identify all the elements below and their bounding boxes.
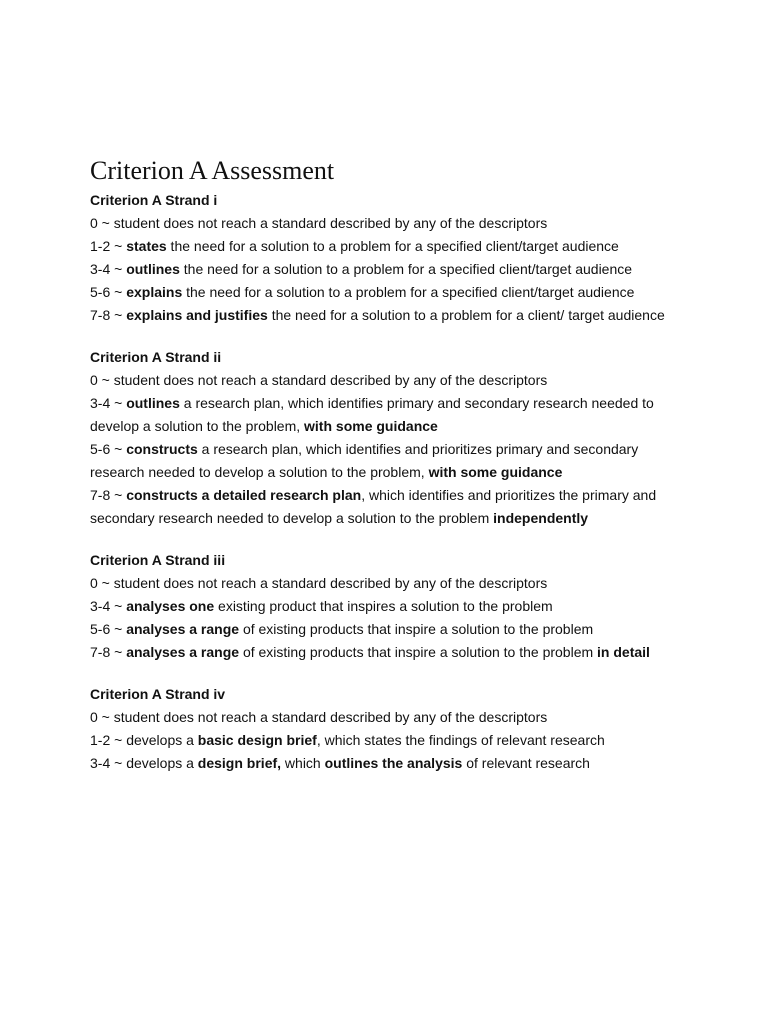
descriptor-line xyxy=(90,618,690,641)
descriptor-text: the need for a solution to a problem for a specified client/target audience xyxy=(179,261,633,277)
descriptor-text: 3-4 ~ develops a xyxy=(90,755,198,771)
descriptor-keyword: outlines the analysis xyxy=(324,755,463,771)
descriptor-line xyxy=(90,369,690,392)
descriptor-text: of relevant research xyxy=(462,755,590,771)
descriptor-keyword: constructs a detailed research plan xyxy=(126,487,362,503)
descriptor-keyword: independently xyxy=(493,510,589,526)
descriptor-line xyxy=(90,752,690,775)
descriptor-line xyxy=(90,281,690,304)
descriptor-line xyxy=(90,392,690,438)
descriptor-text: of existing products that inspire a solution to the problem xyxy=(239,644,598,660)
strand-heading: Criterion A Strand iv xyxy=(90,686,226,702)
criterion-strand-section xyxy=(90,683,690,775)
descriptor-text: , which states the findings of relevant research xyxy=(316,732,605,748)
criterion-strand-section xyxy=(90,346,690,530)
descriptor-text: 0 ~ student does not reach a standard described by any of the descriptors xyxy=(90,575,548,591)
descriptor-line xyxy=(90,595,690,618)
descriptor-line xyxy=(90,484,690,530)
descriptor-keyword: explains and justifies xyxy=(126,307,268,323)
descriptor-text: , which identifies and prioritizes the primary and secondary research needed to develop a solution to the problem xyxy=(90,487,657,526)
descriptor-text: 7-8 ~ xyxy=(90,487,127,503)
descriptor-text: 0 ~ student does not reach a standard described by any of the descriptors xyxy=(90,372,548,388)
descriptor-keyword: outlines xyxy=(126,395,180,411)
strand-heading: Criterion A Strand iii xyxy=(90,552,226,568)
descriptor-text: 3-4 ~ xyxy=(90,261,127,277)
descriptor-keyword: in detail xyxy=(597,644,650,660)
criterion-strand-section xyxy=(90,549,690,664)
descriptor-text: 3-4 ~ xyxy=(90,395,127,411)
descriptor-text: a research plan, which identifies primary and secondary research needed to develop a solution to the problem, xyxy=(90,395,654,434)
descriptor-text: 5-6 ~ xyxy=(90,284,127,300)
descriptor-text: which xyxy=(281,755,325,771)
descriptor-text: the need for a solution to a problem for a specified client/target audience xyxy=(166,238,619,254)
descriptor-line xyxy=(90,438,690,484)
descriptor-text: a research plan, which identifies and prioritizes primary and secondary research needed to develop a solution to the problem, xyxy=(90,441,639,480)
descriptor-text: 3-4 ~ xyxy=(90,598,127,614)
descriptor-line xyxy=(90,235,690,258)
descriptor-keyword: outlines xyxy=(126,261,180,277)
descriptor-text: 7-8 ~ xyxy=(90,307,127,323)
descriptor-text: 7-8 ~ xyxy=(90,644,127,660)
descriptor-text: 1-2 ~ xyxy=(90,238,127,254)
descriptor-text: the need for a solution to a problem for a client/ target audience xyxy=(267,307,665,323)
descriptor-keyword: analyses a range xyxy=(126,644,240,660)
descriptor-text: 0 ~ student does not reach a standard described by any of the descriptors xyxy=(90,215,548,231)
strand-heading: Criterion A Strand i xyxy=(90,192,218,208)
descriptor-keyword: with some guidance xyxy=(304,418,438,434)
descriptor-line xyxy=(90,729,690,752)
document-title: Criterion A Assessment xyxy=(90,156,335,185)
descriptor-keyword: analyses one xyxy=(126,598,215,614)
strand-heading: Criterion A Strand ii xyxy=(90,349,222,365)
criteria-sections xyxy=(90,189,690,775)
descriptor-text: 5-6 ~ xyxy=(90,621,127,637)
descriptor-line xyxy=(90,641,690,664)
descriptor-text: of existing products that inspire a solution to the problem xyxy=(239,621,594,637)
descriptor-text: the need for a solution to a problem for a specified client/target audience xyxy=(182,284,635,300)
descriptor-line xyxy=(90,258,690,281)
document-page xyxy=(90,154,690,794)
descriptor-keyword: design brief, xyxy=(197,755,282,771)
criterion-strand-section xyxy=(90,189,690,327)
descriptor-text: existing product that inspires a solution to the problem xyxy=(214,598,553,614)
descriptor-line xyxy=(90,304,690,327)
descriptor-text: 5-6 ~ xyxy=(90,441,127,457)
descriptor-text: 1-2 ~ develops a xyxy=(90,732,198,748)
descriptor-keyword: explains xyxy=(126,284,183,300)
descriptor-line xyxy=(90,212,690,235)
descriptor-keyword: constructs xyxy=(126,441,198,457)
descriptor-line xyxy=(90,572,690,595)
descriptor-keyword: analyses a range xyxy=(126,621,240,637)
descriptor-line xyxy=(90,706,690,729)
descriptor-keyword: with some guidance xyxy=(428,464,563,480)
descriptor-text: 0 ~ student does not reach a standard described by any of the descriptors xyxy=(90,709,548,725)
descriptor-keyword: basic design brief xyxy=(197,732,317,748)
descriptor-keyword: states xyxy=(126,238,167,254)
